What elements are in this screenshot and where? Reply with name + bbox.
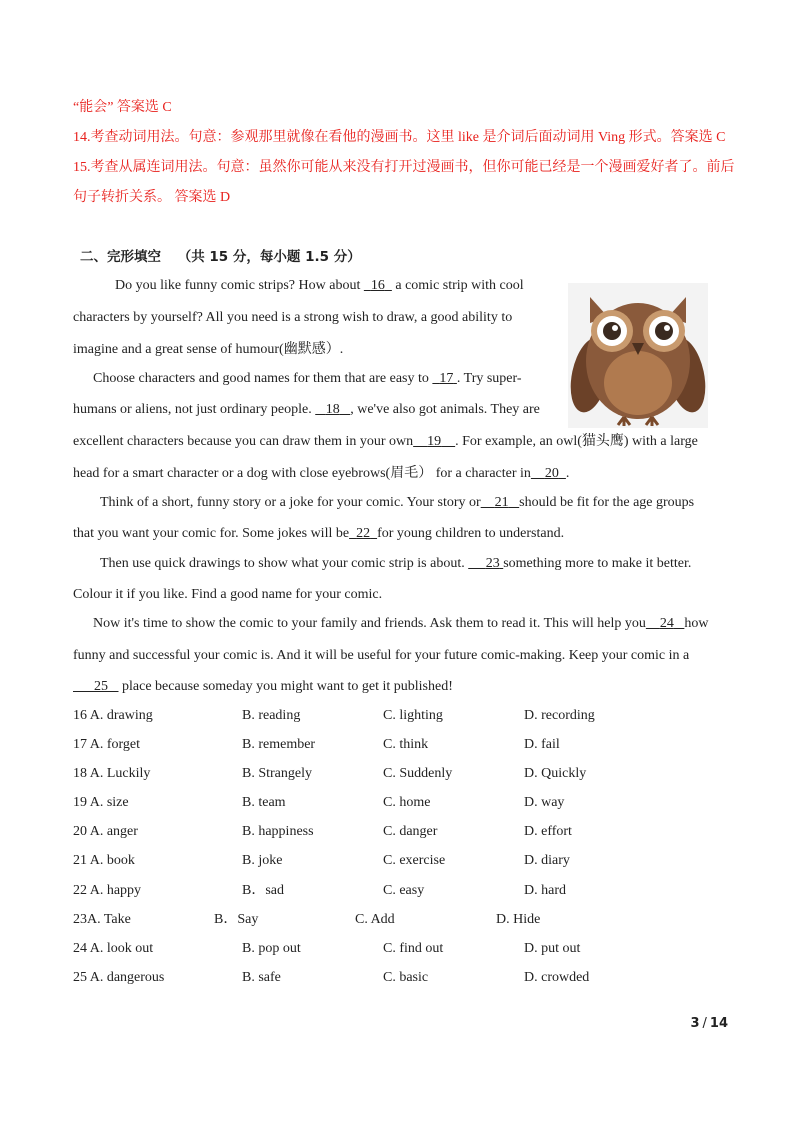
passage-line [73, 401, 540, 419]
option-d-q19: D. way [524, 795, 565, 810]
blank-19 [413, 434, 455, 449]
option-b-q25: B. safe [242, 970, 281, 985]
answer-line-3: 15.考查从属连词用法。句意：虽然你可能从来没有打开过漫画书，但你可能已经是一个漫画爱好者了。前后 [73, 160, 735, 175]
option-d-q23: D. Hide [496, 912, 541, 927]
blank-23 [468, 556, 503, 571]
page-current: 3 [690, 1016, 700, 1031]
blank-25 [73, 679, 119, 694]
option-b-q19: B. team [242, 795, 286, 810]
blank-24 [646, 616, 685, 631]
passage-text: that you want your comic for. Some jokes will be [73, 526, 350, 541]
answer-line-1: “能会” 答案选 C [73, 100, 172, 115]
blank-number: 17 [439, 371, 454, 386]
page-total: 14 [709, 1016, 728, 1031]
passage-line [100, 555, 691, 573]
option-c-q18: C. Suddenly [383, 766, 453, 781]
option-d-q22: D. hard [524, 883, 566, 898]
blank-number: 18 [325, 402, 340, 417]
passage-text: a comic strip with cool [391, 278, 524, 293]
option-c-q21: C. exercise [383, 853, 446, 868]
passage-text: humans or aliens, not just ordinary people. [73, 402, 316, 417]
passage-line [93, 370, 522, 388]
option-b-q16: B. reading [242, 708, 301, 723]
blank-16 [364, 278, 392, 293]
passage-text: place because someday you might want to get it published! [118, 679, 453, 694]
blank-number: 24 [659, 616, 674, 631]
blank-number: 25 [94, 679, 108, 694]
option-c-q19: C. home [383, 795, 431, 810]
passage-line [73, 525, 564, 543]
passage-line: imagine and a great sense of humour(幽默感）. [73, 342, 344, 357]
option-c-q22: C. easy [383, 883, 425, 898]
blank-18 [315, 402, 350, 417]
option-b-q24: B. pop out [242, 941, 301, 956]
passage-text: Do you like funny comic strips? How about [115, 278, 364, 293]
passage-text: . For example, an owl(猫头鹰) with a large [455, 434, 698, 449]
option-a-q17: 17 A. forget [73, 737, 141, 752]
option-c-q25: C. basic [383, 970, 429, 985]
blank-number: 21 [494, 495, 509, 510]
passage-text: should be fit for the age groups [519, 495, 695, 510]
option-c-q23: C. Add [355, 912, 395, 927]
option-b-q18: B. Strangely [242, 766, 312, 781]
option-d-q24: D. put out [524, 941, 581, 956]
passage-line: Colour it if you like. Find a good name for your comic. [73, 587, 383, 602]
passage-text: Think of a short, funny story or a joke for your comic. Your story or [100, 495, 481, 510]
passage-text: , we've also got animals. They are [350, 402, 540, 417]
option-d-q18: D. Quickly [524, 766, 587, 781]
blank-number: 22 [356, 526, 371, 541]
passage-line [73, 433, 698, 451]
option-b-q23: B．Say [214, 912, 259, 927]
option-b-q21: B. joke [242, 853, 283, 868]
passage-line [115, 277, 524, 295]
option-b-q17: B. remember [242, 737, 316, 752]
answer-line-4: 句子转折关系。 答案选 D [73, 190, 231, 205]
option-a-q24: 24 A. look out [73, 941, 154, 956]
option-a-q20: 20 A. anger [73, 824, 138, 839]
passage-line: funny and successful your comic is. And it will be useful for your future comic-making. Keep your comic in a [73, 648, 690, 663]
option-c-q20: C. danger [383, 824, 438, 839]
passage-text: how [684, 616, 709, 631]
answer-line-2: 14.考查动词用法。句意：参观那里就像在看他的漫画书。这里 like 是介词后面动词用 Ving 形式。答案选 C [73, 130, 726, 145]
blank-number: 23 [485, 556, 500, 571]
option-a-q18: 18 A. Luckily [73, 766, 151, 781]
option-d-q25: D. crowded [524, 970, 590, 985]
option-d-q20: D. effort [524, 824, 572, 839]
passage-text: . [565, 466, 570, 481]
passage-text: excellent characters because you can draw them in your own [73, 434, 414, 449]
option-c-q17: C. think [383, 737, 429, 752]
section-title: 二、完形填空 [80, 249, 161, 265]
option-d-q21: D. diary [524, 853, 570, 868]
passage-text: something more to make it better. [503, 556, 692, 571]
blank-number: 20 [544, 466, 559, 481]
option-c-q24: C. find out [383, 941, 444, 956]
option-a-q19: 19 A. size [73, 795, 129, 810]
owl-illustration [568, 283, 708, 428]
option-d-q16: D. recording [524, 708, 595, 723]
option-b-q20: B. happiness [242, 824, 314, 839]
section-note: （共 15 分，每小题 1.5 分） [177, 249, 361, 265]
passage-text: Then use quick drawings to show what your comic strip is about. [100, 556, 469, 571]
blank-number: 16 [370, 278, 385, 293]
passage-line: characters by yourself? All you need is a strong wish to draw, a good ability to [73, 310, 513, 325]
blank-22 [349, 526, 377, 541]
passage-text: Choose characters and good names for them that are easy to [93, 371, 433, 386]
passage-text: . Try super- [456, 371, 522, 386]
blank-21 [481, 495, 520, 510]
option-a-q16: 16 A. drawing [73, 708, 153, 723]
passage-line [73, 678, 453, 696]
blank-number: 19 [427, 434, 442, 449]
section-heading [80, 248, 361, 266]
option-a-q25: 25 A. dangerous [73, 970, 165, 985]
passage-line [93, 615, 708, 633]
passage-text: for young children to understand. [377, 526, 565, 541]
option-c-q16: C. lighting [383, 708, 443, 723]
page-number: 3 / 14 [690, 1016, 728, 1031]
option-d-q17: D. fail [524, 737, 560, 752]
option-b-q22: B．sad [242, 883, 284, 898]
blank-17 [432, 371, 457, 386]
option-a-q23: 23A. Take [73, 912, 131, 927]
passage-text: head for a smart character or a dog with close eyebrows(眉毛） for a character in [73, 466, 531, 481]
passage-line [73, 465, 569, 483]
passage-text: Now it's time to show the comic to your family and friends. Ask them to read it. This will help you [93, 616, 646, 631]
blank-20 [531, 466, 566, 481]
passage-line [100, 494, 694, 512]
option-a-q21: 21 A. book [73, 853, 135, 868]
option-a-q22: 22 A. happy [73, 883, 142, 898]
